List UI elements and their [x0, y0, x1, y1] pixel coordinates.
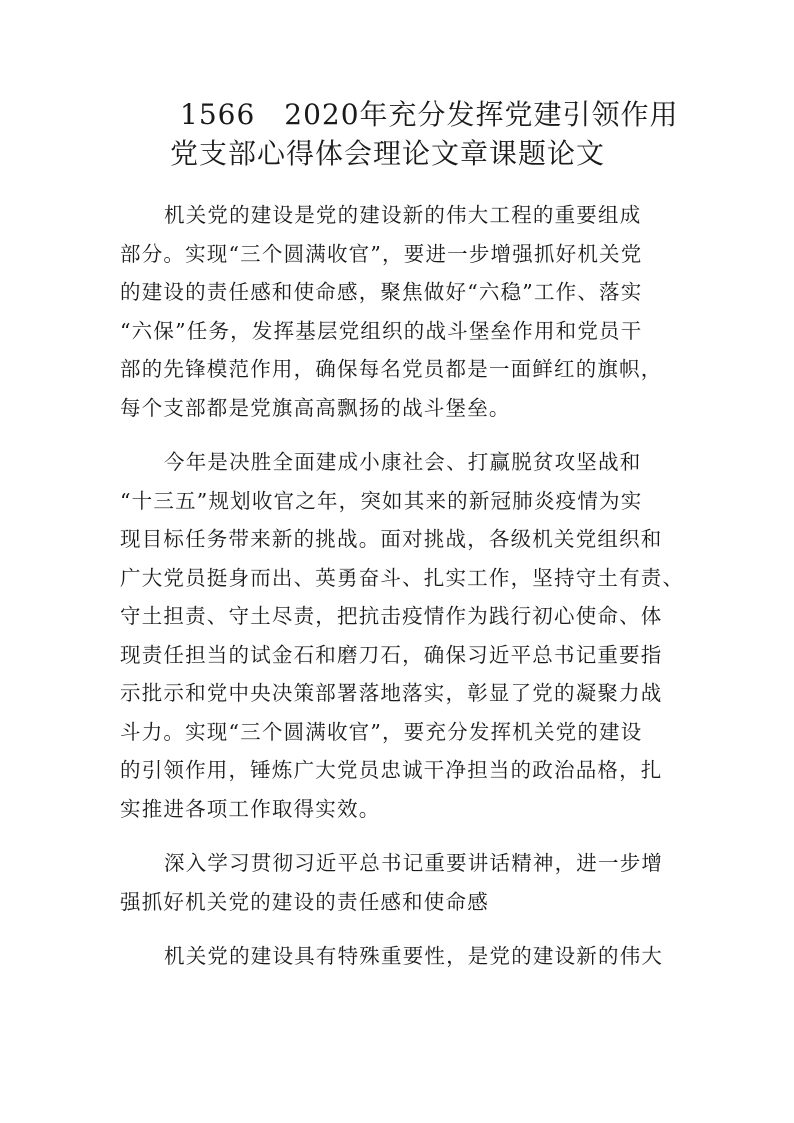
- text-line: 深入学习贯彻习近平总书记重要讲话精神，进一步增: [164, 851, 664, 875]
- text-line: 示批示和党中央决策部署落地落实，彰显了党的凝聚力战: [120, 681, 663, 705]
- title-line-2: 党支部心得体会理论文章课题论文: [170, 136, 606, 170]
- text-line: 机关党的建设是党的建设新的伟大工程的重要组成: [164, 203, 642, 227]
- text-line: 守土担责、守土尽责，把抗击疫情作为践行初心使命、体: [120, 604, 663, 628]
- text-line: 今年是决胜全面建成小康社会、打赢脱贫攻坚战和: [164, 450, 642, 474]
- section-heading: [120, 844, 680, 921]
- title-line-1: 1566 2020年充分发挥党建引领作用: [180, 98, 679, 131]
- text-line: 广大党员挺身而出、英勇奋斗、扎实工作，坚持守土有责、: [120, 565, 685, 590]
- text-line: 实推进各项工作取得实效。: [120, 796, 381, 821]
- text-line: 强抓好机关党的建设的责任感和使命感: [120, 889, 489, 914]
- text-line: 的引领作用，锤炼广大党员忠诚干净担当的政治品格，扎: [120, 758, 663, 782]
- paragraph-3: [120, 937, 680, 976]
- text-line: 现目标任务带来新的挑战。面对挑战，各级机关党组织和: [120, 527, 663, 551]
- text-line: 每个支部都是党旗高高飘扬的战斗堡垒。: [120, 395, 511, 420]
- text-line: “十三五”规划收官之年，突如其来的新冠肺炎疫情为实: [120, 488, 643, 513]
- document-title: [118, 96, 718, 173]
- text-line: 斗力。实现“三个圆满收官”，要充分发挥机关党的建设: [120, 719, 643, 744]
- text-line: “六保”任务，发挥基层党组织的战斗堡垒作用和党员干: [120, 318, 643, 343]
- text-line: 部分。实现“三个圆满收官”，要进一步增强抓好机关党: [120, 241, 643, 266]
- paragraph-1: [120, 196, 680, 427]
- text-line: 机关党的建设具有特殊重要性，是党的建设新的伟大: [164, 944, 664, 968]
- document-body: [120, 196, 685, 992]
- text-line: 现责任担当的试金石和磨刀石，确保习近平总书记重要指: [120, 642, 663, 667]
- text-line: 部的先锋模范作用，确保每名党员都是一面鲜红的旗帜，: [120, 357, 663, 381]
- paragraph-2: [120, 443, 685, 828]
- text-line: 的建设的责任感和使命感，聚焦做好“六稳”工作、落实: [120, 280, 643, 304]
